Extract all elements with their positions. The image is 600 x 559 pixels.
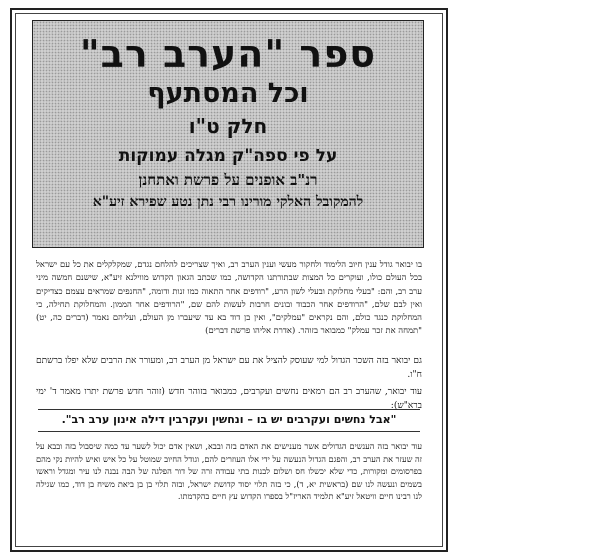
book-cover-frame [10,8,448,552]
volume-number: חלק ט"ו [188,114,268,138]
description-line: רנ"ב אופנים על פרשת ואתחנן [138,171,318,189]
divider-bottom [38,431,420,432]
book-title: ספר "הערב רב" [79,32,377,76]
second-paragraph: גם יבואר בזה השכר הגדול למי שעוסק להציל את עם ישראל מן הערב רב, ומעורר את הרבים שלא יפלו ברשתם ח"ו. [36,356,422,380]
closing-paragraph: עוד יבואר בזה הענשים הגדולים אשר מענישים את האדם בזה ובבא, ושאין אדם יכול לשער עד כמה שיסבול בזה ובבא על זה שעזר את הערב רב, והפגם הגדול הנעשה על ידי אלו העוזרים להם, וגודל החיוב שמוטל על כל איש ואיש להיות נקי מהם בפרסומים ומקורות, כדי שלא יכשלו חס ושלום לבנות בתי עבודה זרה של דור הפלגה של הבה נבנה לנו עיר ומגדל וראשו בשמים ונעשה לנו שם (בראשית יא, ד), כי בזה תלוי יסוד קדושת ישראל, ובזה תלוי בן בן ביאת משיח בן דוד, כמו שגילה לנו רבינו חיים וויטאל זיע"א תלמיד האריז"ל בספרו הקדוש עץ חיים בהקדמתו. [36,441,422,502]
title-box [32,20,424,248]
third-paragraph: עוד יבואר, שהערב רב הם רמאים נחשים ועקרבים, כמבואר בזוהר חדש (זוהר חדש פרשת יתרו מאמר ד' ימי ברא"ש): [36,387,422,411]
intro-paragraph: בו יבואר גודל ענין חיוב הלימוד ולחקור מעשי וענין הערב רב, ואיך שצריכים להלחם נגדם, שמקלקלים את כל עם ישראל בכל העולם כולו, ועוקרים כל המצות שבתורתנו הקדושה, כמו שכתב הגאון הקדוש מווילנא זיע"א, שישנם חמשה מיני ערב רב, והם: "בעלי מחלוקת ובעלי לשון הרע, "רודפים אחר התאוה כמו זנות ודומה, "החנפים שמראים עצמם כצדיקים ואין לבם שלם, "הרודפים אחר הכבוד ובונים חרבות לעשות להם שם, "הרודפים אחר הממון. והמחלוקת תחילה, כי המחלוקת כנגד כולם, והם נקראים "עמלקים", ואין בן דוד בא עד שיעברו מן העולם, ועליהם נאמר (דברים כה, יט) "תמחה את זכר עמלק" כמבואר בזוהר. (אדרת אליהו פרשת דברים) [36,259,422,336]
source-line: על פי ספה"ק מגלה עמוקות [118,146,338,166]
author-line: להמקובל האלקי מורינו רבי נתן נטע שפירא זיע"א [92,194,364,210]
divider-top [38,409,420,410]
quote-heading: "אבל נחשים ועקרבים יש בו – ונחשין ועקרבין דילה אינון ערב רב". [61,413,397,426]
book-subtitle: וכל המסתעף [147,78,309,109]
